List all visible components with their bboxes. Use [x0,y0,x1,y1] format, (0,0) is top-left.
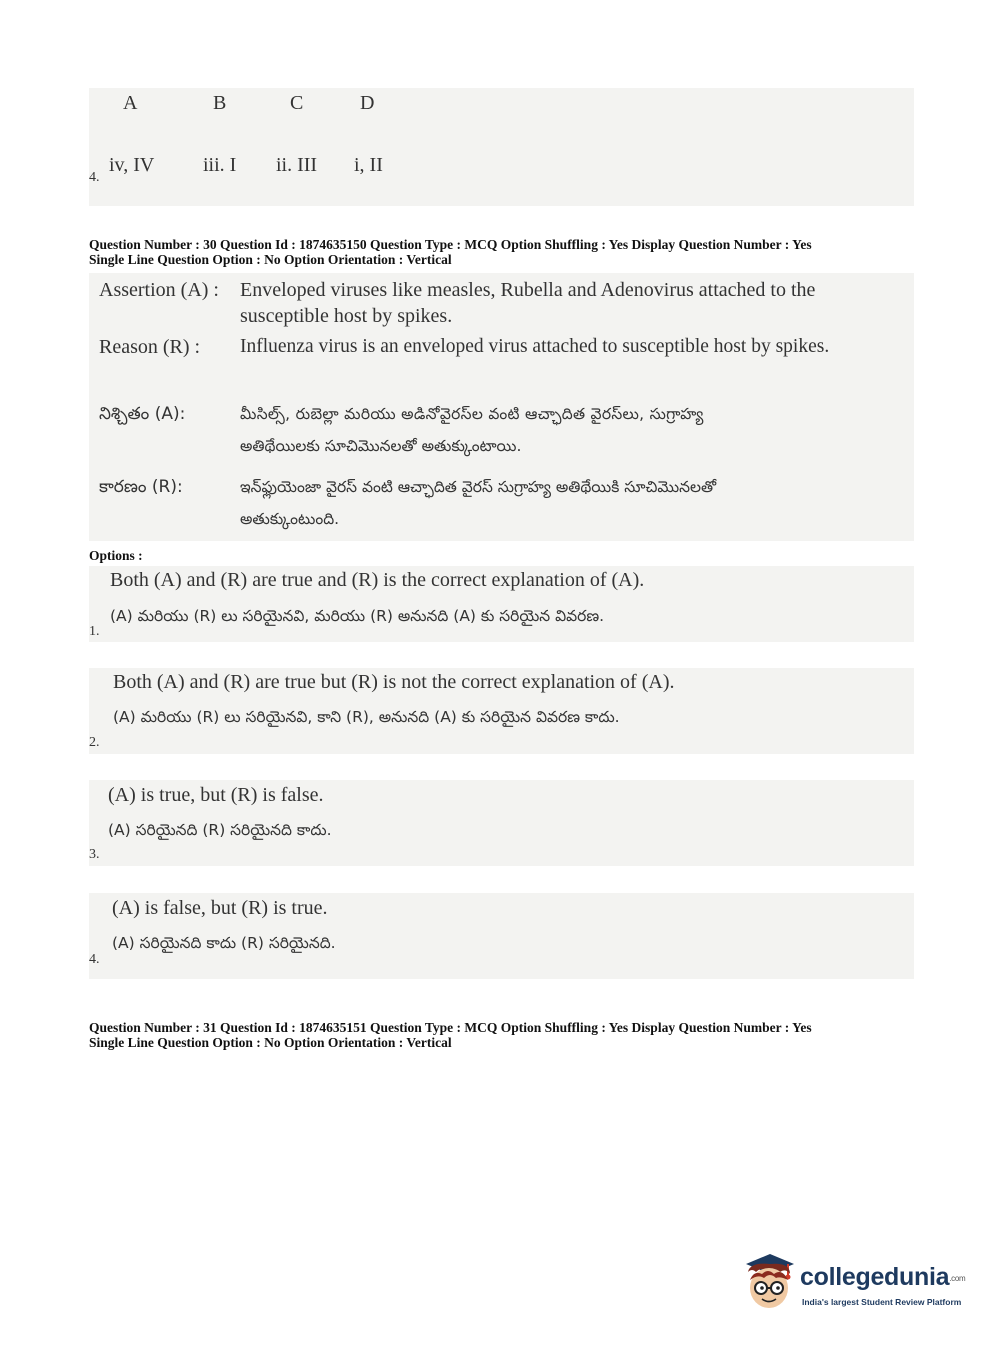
option-3-telugu: (A) సరియైనది (R) సరియైనది కాదు. [108,821,332,839]
option-1-telugu: (A) మరియు (R) లు సరియైనవి, మరియు (R) అనునది (A) కు సరియైన వివరణ. [110,607,605,625]
reason-telugu-line-2: అతుక్కుంటుంది. [240,510,340,528]
prev-option-value-b: iii. I [203,154,237,176]
logo-brand-text: collegedunia [800,1263,950,1291]
option-1-number: 1. [89,624,100,639]
option-2-number: 2. [89,735,100,750]
reason-text: Influenza virus is an enveloped virus attached to susceptible host by spikes. [240,336,830,357]
match-column-label-b: B [213,92,227,114]
q31-meta-line-1: Question Number : 31 Question Id : 1874635151 Question Type : MCQ Option Shuffling : Yes Display Question Number : Yes [89,1020,812,1035]
option-4-telugu: (A) సరియైనది కాదు (R) సరియైనది. [112,934,336,952]
mascot-icon [740,1250,798,1312]
assertion-label-telugu: నిశ్చితం (A): [99,404,186,424]
match-column-label-a: A [123,92,138,114]
assertion-telugu-line-2: అతిథేయిలకు సూచిమొనలతో అతుక్కుంటాయి. [240,437,522,455]
prev-option-number: 4. [89,170,100,185]
option-3-number: 3. [89,847,100,862]
logo-tagline: India's largest Student Review Platform [802,1297,962,1307]
assertion-telugu-line-1: మీసిల్స్, రుబెల్లా మరియు అడినోవైరస్‌ల వంటి ఆచ్ఛాదిత వైరస్‌లు, సుగ్రాహ్య [240,405,704,423]
reason-telugu-line-1: ఇన్‌ఫ్లుయెంజా వైరస్ వంటి ఆచ్ఛాదిత వైరస్ సుగ్రాహ్య అతిథేయికి సూచిమొనలతో [240,478,717,496]
reason-label-telugu: కారణం (R): [99,477,183,497]
reason-label: Reason (R) : [99,336,201,358]
option-4-english: (A) is false, but (R) is true. [112,897,328,919]
prev-option-value-c: ii. III [276,154,318,176]
prev-option-value-a: iv, IV [109,154,155,176]
option-2-english: Both (A) and (R) are true but (R) is not the correct explanation of (A). [113,671,675,693]
assertion-line-1: Enveloped viruses like measles, Rubella and Adenovirus attached to the [240,279,816,301]
assertion-line-2: susceptible host by spikes. [240,305,453,327]
logo-brand-suffix: .com [949,1273,966,1283]
option-2-telugu: (A) మరియు (R) లు సరియైనవి, కాని (R), అనునది (A) కు సరియైన వివరణ కాదు. [113,708,620,726]
option-4-number: 4. [89,952,100,967]
prev-option-value-d: i, II [354,154,383,176]
match-column-label-d: D [360,92,375,114]
assertion-label: Assertion (A) : [99,279,219,301]
q30-meta-line-1: Question Number : 30 Question Id : 1874635150 Question Type : MCQ Option Shuffling : Yes Display Question Number : Yes [89,237,812,252]
options-heading: Options : [89,548,143,563]
match-column-label-c: C [290,92,304,114]
option-3-english: (A) is true, but (R) is false. [108,784,324,806]
option-1-english: Both (A) and (R) are true and (R) is the correct explanation of (A). [110,569,645,591]
collegedunia-logo[interactable] [738,1248,970,1318]
logo-brand-name [800,1263,965,1292]
q30-meta-line-2: Single Line Question Option : No Option Orientation : Vertical [89,252,452,267]
q31-meta-line-2: Single Line Question Option : No Option Orientation : Vertical [89,1035,452,1050]
